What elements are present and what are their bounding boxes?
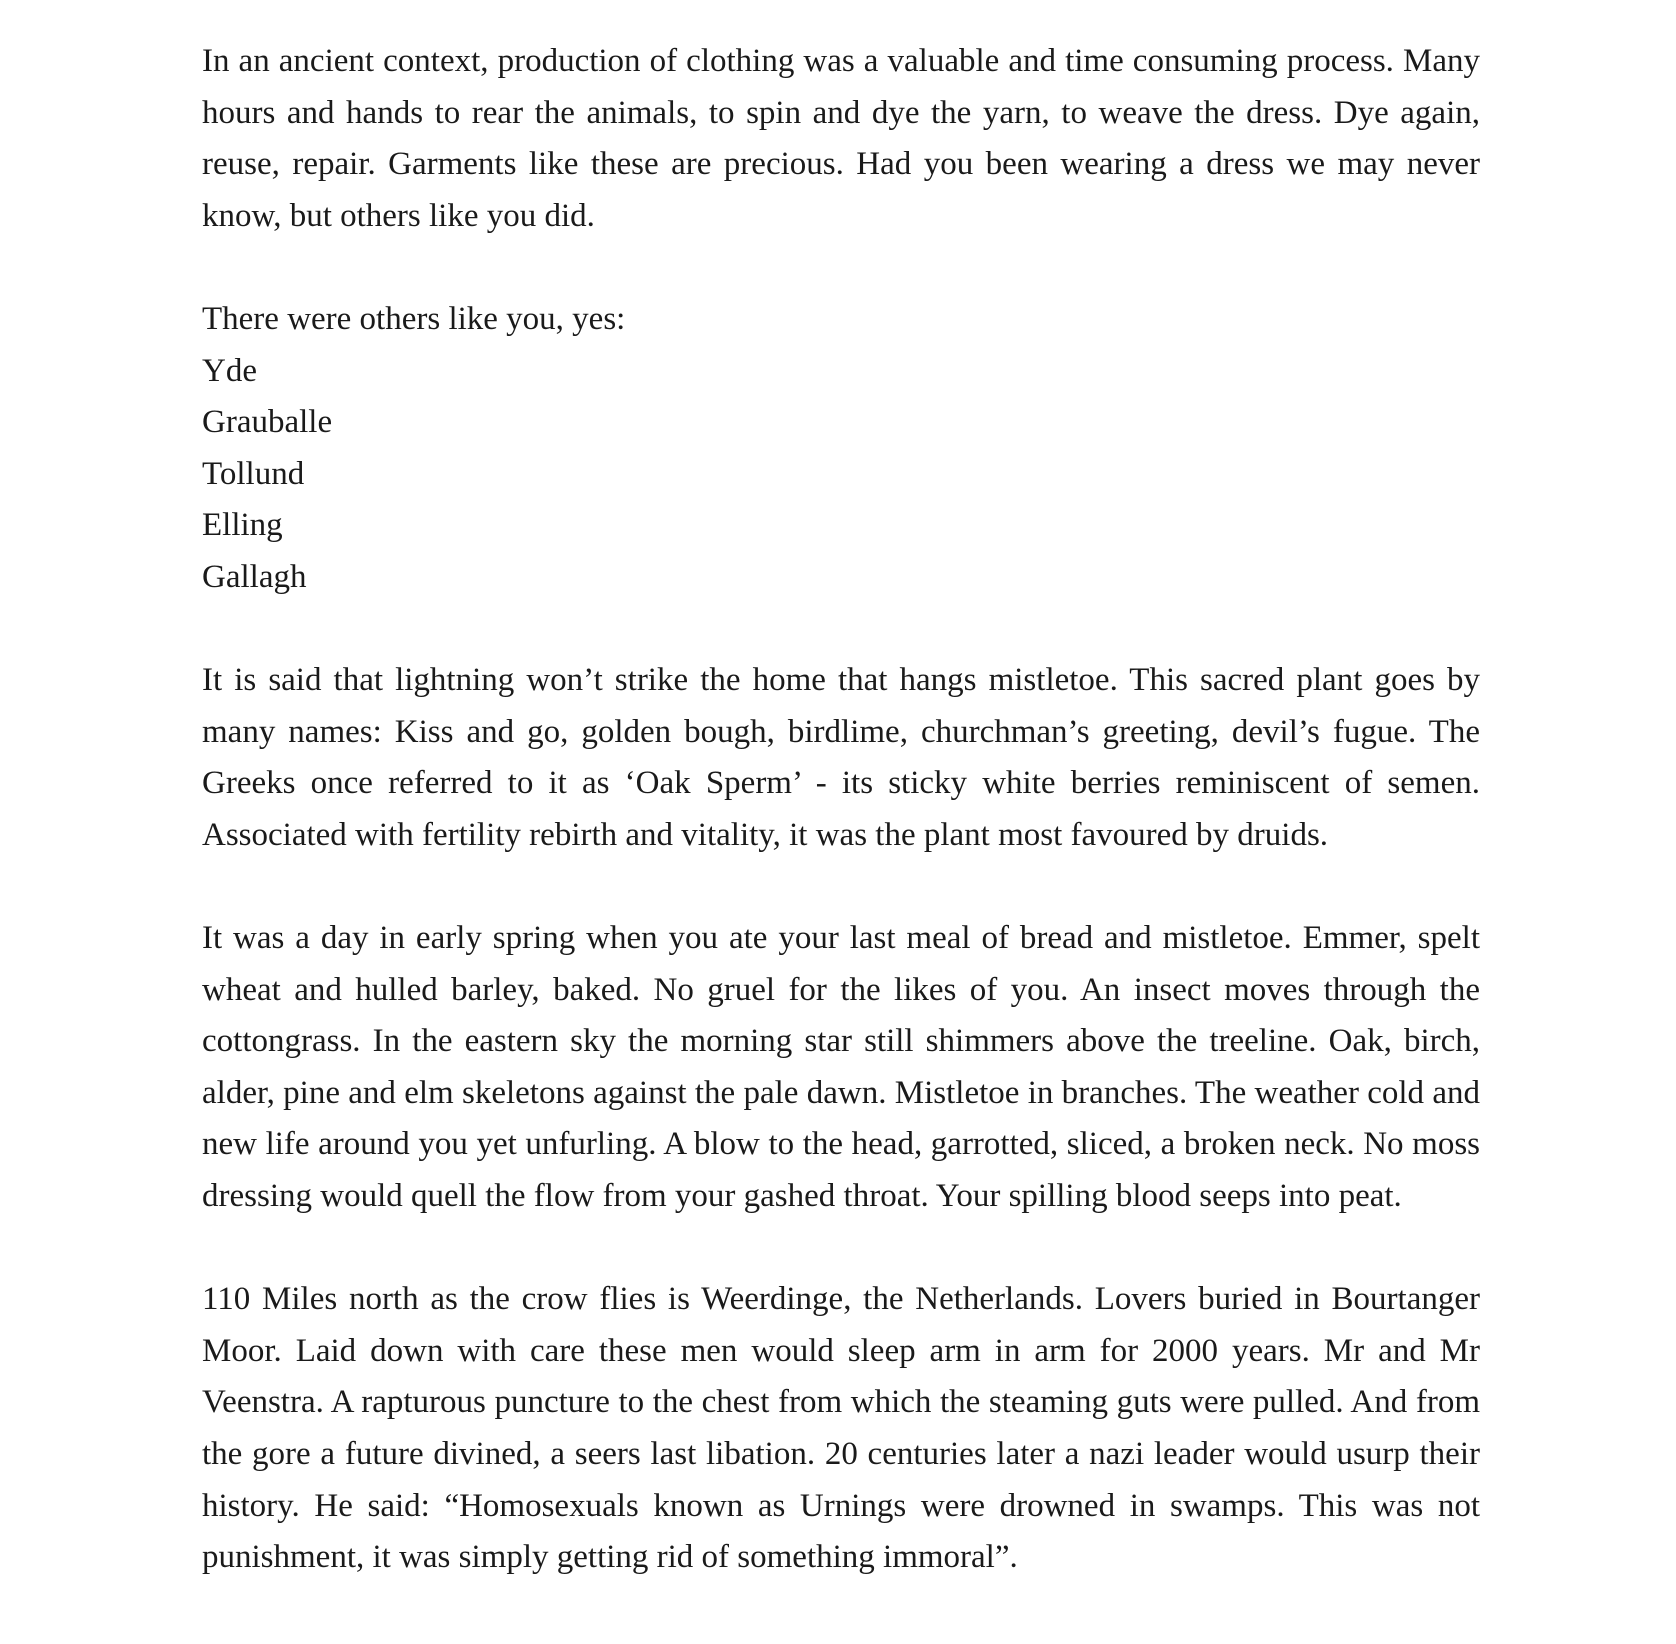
bog-body-names-list: [202, 346, 1480, 604]
paragraph-last-meal: It was a day in early spring when you ate your last meal of bread and mistletoe. Emmer, spelt wheat and hulled barley, baked. No gruel for the likes of you. An insect moves through the cottongrass. In the eastern sky the morning star still shimmers above the treeline. Oak, birch, alder, pine and elm skeletons against the pale dawn. Mistletoe in branches. The weather cold and new life around you yet unfurling. A blow to the head, garrotted, sliced, a broken neck. No moss dressing would quell the flow from your gashed throat. Your spilling blood seeps into peat.: [202, 920, 1480, 1215]
list-item: Grauballe: [202, 404, 333, 441]
others-intro: There were others like you, yes:: [202, 300, 626, 337]
list-item: Elling: [202, 507, 283, 544]
paragraph-mistletoe: It is said that lightning won’t strike the home that hangs mistletoe. This sacred plant goes by many names: Kiss and go, golden bough, birdlime, churchman’s greeting, devil’s fugue. The Greeks once referred to it as ‘Oak Sperm’ - its sticky white berries reminiscent of semen. Associated with fertility rebirth and vitality, it was the plant most favoured by druids.: [202, 662, 1480, 853]
list-item: Yde: [202, 352, 257, 389]
paragraph-clothing: In an ancient context, production of clothing was a valuable and time consuming process. Many hours and hands to rear the animals, to spin and dye the yarn, to weave the dress. Dye again, reuse, repair. Garments like these are precious. Had you been wearing a dress we may never know, but others like you did.: [202, 43, 1480, 234]
list-item: Gallagh: [202, 558, 307, 595]
paragraph-weerdinge: 110 Miles north as the crow flies is Weerdinge, the Netherlands. Lovers buried in Bourtanger Moor. Laid down with care these men would sleep arm in arm for 2000 years. Mr and Mr Veenstra. A rapturous puncture to the chest from which the steaming guts were pulled. And from the gore a future divined, a seers last libation. 20 centuries later a nazi leader would usurp their history. He said: “Homosexuals known as Urnings were drowned in swamps. This was not punishment, it was simply getting rid of something immoral”.: [202, 1281, 1480, 1576]
list-item: Tollund: [202, 455, 305, 492]
article-body: [202, 36, 1480, 1635]
